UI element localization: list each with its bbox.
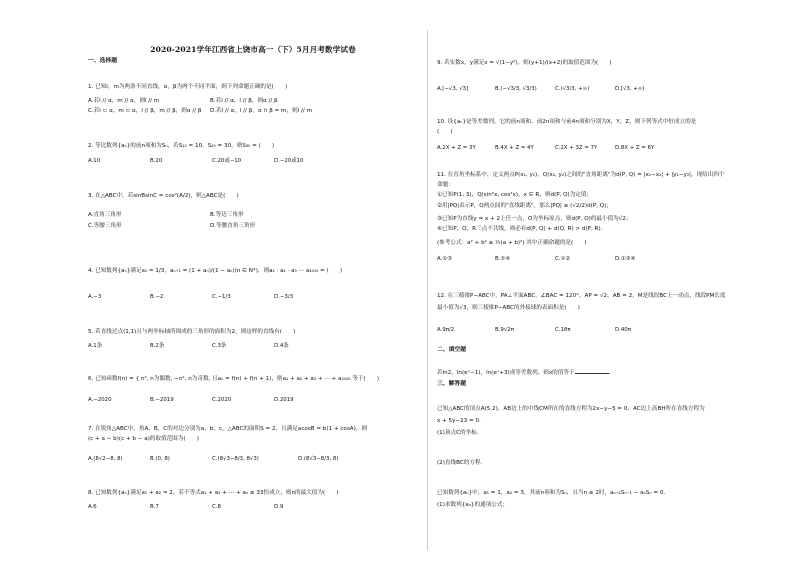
question-7-option-a: A.(8√2−8, 8) (88, 456, 123, 462)
question-7-option-d: D.(8√3−8/3, 8) (298, 456, 339, 462)
question-6-option-a: A.−2020 (88, 397, 112, 403)
question-1-stem: 1. 已知l，m为两条不同直线，α，β为两个不同平面，则下列命题正确的是( ) (88, 84, 288, 90)
question-8-option-c: C.8 (212, 504, 221, 510)
question-2-option-d: D.−20或10 (274, 158, 304, 164)
problem-1-line1: 已知△ABC的顶点A(5,2)，AB边上的中线CM所在的直线方程为2x−y−5 = 0，AC边上高BH所在直线方程为 (437, 406, 705, 412)
question-10-stem-line1: 10. 设{aₙ}是等差数列，它的前n项和、前2n项和与前4n项和分别为X，Y，Z，则下列等式中恒成立的是 (437, 119, 697, 125)
question-6-option-b: B.−2019 (150, 397, 174, 403)
question-10-option-a: A.2X + Z = 3Y (437, 145, 476, 151)
question-8-stem: 8. 已知数列{aₙ}满足a₁ + a₂ = 2，若不等式a₁ + a₂ + ⋯ + aₙ ≤ 33恒成立，则n的最大值为( ) (88, 490, 339, 496)
question-10-option-c: C.2X + 3Z = 7Y (555, 145, 598, 151)
question-3-stem: 3. 在△ABC中，若sinBsinC = cos²(A/2)，则△ABC是( ) (88, 193, 239, 199)
question-12-option-c: C.18π (555, 327, 571, 333)
problem-1-line2: x + 5y−23 = 0. (437, 418, 481, 424)
question-1-option-c: C.若l ⊂ α，m ⊂ α，l // β，m // β，则α // β (88, 108, 202, 114)
question-11-line2: 命题： (437, 182, 454, 188)
section-heading-fill: 二、填空题 (437, 347, 466, 353)
question-5-option-a: A.1条 (88, 343, 103, 349)
question-5-option-c: C.3条 (212, 343, 227, 349)
question-1-option-d: D.若l // α，l // β，α ∩ β = m，则l // m (210, 108, 312, 114)
question-1-option-b: B.若l // α，l // β，则α // β (210, 98, 278, 104)
section-heading-choice: 一、选择题 (88, 58, 117, 64)
question-6-option-d: D.2019 (274, 397, 294, 403)
question-11-proposition-4: ④已知P，Q，R三点不共线，则必有d(P, Q) + d(Q, R) > d(P, R). (437, 226, 603, 232)
question-6-option-c: C.2020 (212, 397, 232, 403)
question-7-option-b: B.(0, 8) (150, 456, 170, 462)
problem-2-line1: 已知数列{aₙ}中，a₁ = 1，a₂ = 3，其前n项和为Sₙ，且当n ≥ 2时，aₙ₊₁Sₙ₋₁ − aₙSₙ = 0. (437, 490, 666, 496)
question-9-option-c: C.(√3/3, +∞) (555, 86, 590, 92)
question-11-reference: (参考公式：a² + b² ≥ ½(a + b)²) 其中正确命题的是( ) (437, 240, 587, 246)
question-3-option-a: A.直角三角形 (88, 212, 122, 218)
question-11-line1: 11. 在直角坐标系中，定义两点P(x₁, y₁)，Q(x₂, y₂)之间的"直角距离"为d(P, Q) = |x₁−x₂| + |y₁−y₂|，现给出四个 (437, 172, 725, 178)
question-4-option-b: B.−2 (150, 294, 164, 300)
question-10-option-b: B.4X + Z = 4Y (495, 145, 534, 151)
question-4-option-c: C.−1/3 (212, 294, 231, 300)
question-11-option-a: A.①③ (437, 256, 452, 262)
question-3-option-c: C.等腰三角形 (88, 223, 122, 229)
question-12-stem-line1: 12. 在三棱锥P−ABC中，PA⊥平面ABC，∠BAC = 120°，AP = √2，AB = 2，M是线段BC上一动点，线段PM长度 (437, 293, 726, 299)
question-4-option-d: D.−3/3 (274, 294, 294, 300)
fill-question-1 (437, 367, 610, 378)
question-2-option-c: C.20或−10 (212, 158, 242, 164)
question-4-stem: 4. 已知数列{aₙ}满足a₁ = 1/3，aₙ₊₁ = (1 + aₙ)/(1 − aₙ)(n ∈ N*)，则a₁ · a₂ · a₃ ⋯ a₂₀₁₉ = ( ) (88, 268, 343, 274)
problem-1-part1: (1)顶点C的坐标. (437, 430, 479, 436)
question-11-proposition-1: ①已知P(1, 3)，Q(sin²x, cos²x)，x ∈ R，则d(P, Q)为定值； (437, 192, 593, 198)
question-9-option-d: D.[√3, +∞) (615, 86, 645, 92)
question-1-option-a: A.若l // α，m // α，则l // m (88, 98, 160, 104)
question-9-stem: 9. 若实数x，y满足x = √(1−y²)，则(y+1)/(x+2)的取值范围为( ) (437, 60, 612, 66)
question-10-option-d: D.8X + Z = 6Y (615, 145, 655, 151)
question-8-option-b: B.7 (150, 504, 159, 510)
question-12-option-d: D.40π (615, 327, 631, 333)
question-8-option-a: A.6 (88, 504, 97, 510)
question-5-stem: 5. 若直线过点(1,1)且与两坐标轴所围成的三角形的面积为2，则这样的直线有( ) (88, 329, 296, 335)
question-8-option-d: D.9 (274, 504, 284, 510)
question-6-stem: 6. 已知函数f(n) = { n², n为偶数, −n², n为奇数, 且aₙ = f(n) + f(n + 1)，则a₁ + a₂ + a₃ + ⋯ + a₂₀₂₀ 等于( ) (88, 376, 380, 382)
problem-1-part2: (2)直线BC的方程. (437, 460, 483, 466)
question-4-option-a: A.−3 (88, 294, 102, 300)
fill-question-1-blank (575, 367, 609, 374)
question-11-proposition-2: ②用|PQ|表示P，Q两点间的"直线距离"，那么|PQ| ≥ (√2/2)d(P, Q)； (437, 203, 612, 209)
question-11-option-c: C.①② (555, 256, 571, 262)
question-11-option-b: B.①④ (495, 256, 511, 262)
question-11-proposition-3: ③已知P为直线y = x + 2上任一点，O为坐标原点，则d(P, O)的最小值为√2； (437, 216, 632, 222)
page-title: 2020-2021学年江西省上饶市高一（下）5月月考数学试卷 (150, 45, 356, 54)
question-9-option-a: A.[−√3, √3] (437, 86, 469, 92)
question-10-stem-line2: ( ) (437, 129, 453, 135)
question-12-option-a: A.9π/2 (437, 327, 455, 333)
question-7-option-c: C.(8√3−8/3, 8√3) (212, 456, 259, 462)
question-11-option-d: D.①②④ (615, 256, 636, 262)
question-12-option-b: B.9√2π (495, 327, 514, 333)
section-heading-answer: 三、解答题 (437, 381, 466, 387)
question-2-stem: 2. 等比数列{aₙ}的前n项和为Sₙ，若S₁₀ = 10，S₂₀ = 30，则S₃₀ = ( ) (88, 143, 275, 149)
problem-2-part1: (1)求数列{aₙ}的通项公式； (437, 502, 509, 508)
question-5-option-d: D.4条 (274, 343, 289, 349)
column-divider (427, 30, 428, 550)
question-3-option-b: B.等边三角形 (210, 212, 244, 218)
question-5-option-b: B.2条 (150, 343, 165, 349)
question-2-option-a: A.10 (88, 158, 101, 164)
question-7-stem-line1: 7. 在锐角△ABC中，角A，B，C的对边分别为a，b，c，△ABC的面积S = 2，且满足acosB = b(1 + cosA)，则 (88, 426, 367, 432)
question-12-stem-line2: 最小值为√3，则三棱锥P−ABC的外接球的表面积是( ) (437, 305, 580, 311)
question-7-stem-line2: (c + a − b)(c + b − a)的取值范围为( ) (88, 436, 199, 442)
question-2-option-b: B.20 (150, 158, 163, 164)
question-3-option-d: D.等腰直角三角形 (210, 223, 256, 229)
fill-question-1-end: . (608, 370, 611, 376)
fill-question-1-text: 若ln2，ln(eˣ−1)，ln(eˣ+3)成等差数列，则x的值等于 (437, 370, 575, 376)
question-9-option-b: B.(−√3/3, √3/3) (495, 86, 537, 92)
